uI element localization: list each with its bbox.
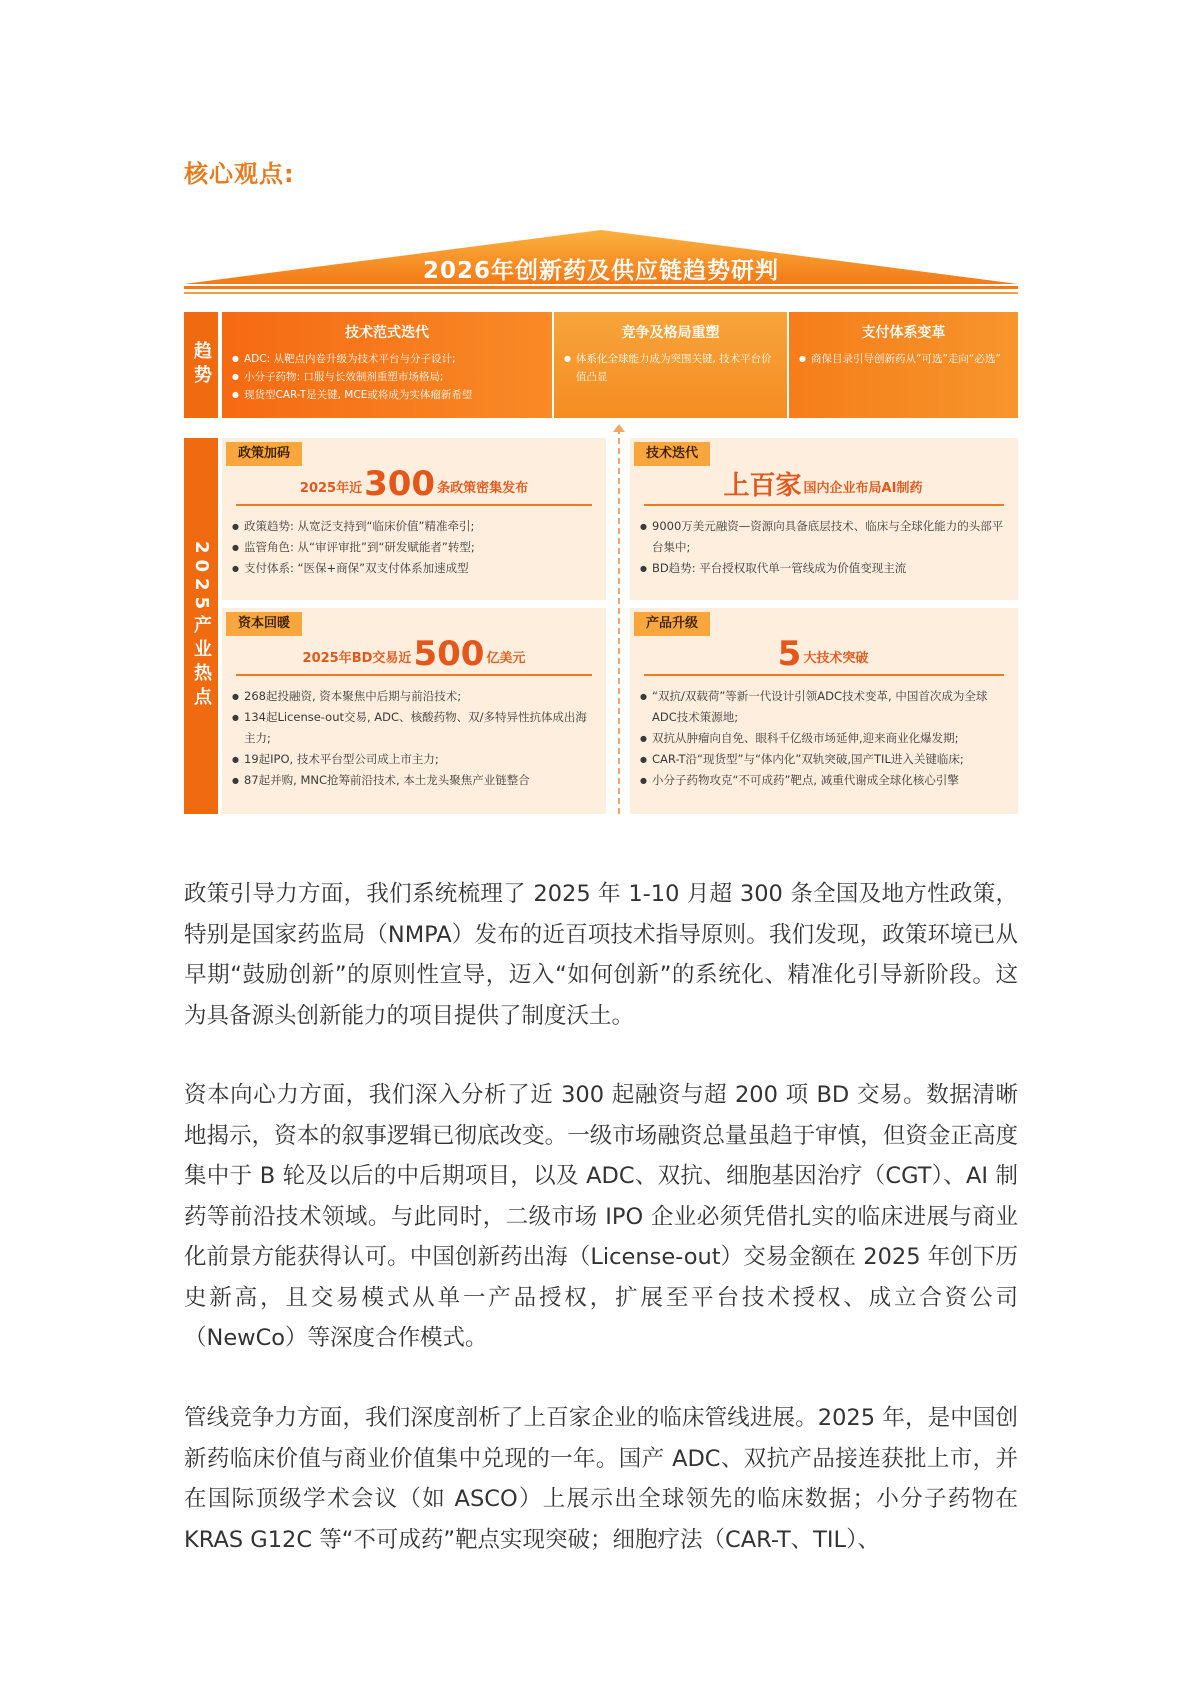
core-heading: 核心观点: [184,160,295,188]
panel-item: ● 监管角色: 从“审评审批”到“研发赋能者”转型; [244,537,598,558]
headline-suffix: 条政策密集发布 [437,481,529,496]
trend-row [184,312,1018,418]
trend-item: ● 现货型CAR-T是关键, MCE或将成为实体瘤新希望 [244,386,542,404]
panel-tag: 技术迭代 [634,442,710,466]
panel-policy [222,438,606,600]
panel-item: ● 支付体系: “医保+商保”双支付体系加速成型 [244,558,598,579]
trend-column-competition [554,312,787,418]
panel-item: ● 小分子药物攻克“不可成药”靶点, 减重代谢成全球化核心引擎 [652,770,1010,791]
panel-item: ● 87起并购, MNC抢筹前沿技术, 本土龙头聚焦产业链整合 [244,770,598,791]
panel-tag: 产品升级 [634,612,710,636]
panel-headline [236,636,592,676]
trend-label: 趋势 [184,312,218,418]
panel-product-upgrade [630,608,1018,814]
trend-column-payment [789,312,1018,418]
headline-number: 500 [413,634,485,674]
panel-item: ● 134起License-out交易, ADC、核酸药物、双/多特异性抗体成出海主力; [244,707,598,749]
panel-item: ● “双抗/双载荷”等新一代设计引领ADC技术变革, 中国首次成为全球ADC技术策源地; [652,686,1010,728]
panel-headline [644,636,1004,676]
panel-tech-iteration [630,438,1018,600]
headline-number: 300 [364,464,436,504]
headline-prefix: 2025年近 [299,481,363,496]
panel-item: ● BD趋势: 平台授权取代单一管线成为价值变现主流 [652,558,1010,579]
arrow-up-icon [613,424,625,432]
headline-suffix: 亿美元 [486,651,526,666]
infographic-title: 2026年创新药及供应链趋势研判 [422,258,779,284]
panel-capital [222,608,606,814]
headline-prefix: 2025年BD交易近 [302,651,412,666]
trend-infographic [184,228,1018,814]
panel-item: ● 9000万美元融资—资源向具备底层技术、临床与全球化能力的头部平台集中; [652,516,1010,558]
headline-suffix: 国内企业布局AI制药 [803,481,923,496]
hot-topics-label: 2025产业热点 [184,438,218,814]
trend-column-tech-paradigm [222,312,552,418]
trend-item: ● ADC: 从靶点内卷升级为技术平台与分子设计; [244,350,542,368]
paragraph-pipeline: 管线竞争力方面，我们深度剖析了上百家企业的临床管线进展。2025 年，是中国创新药临床价值与商业价值集中兑现的一年。国产 ADC、双抗产品接连获批上市，并在国际顶级学术会议（如 ASCO）上展示出全球领先的临床数据；小分子药物在 KRAS G12C 等“不可成药”靶点实现突破；细胞疗法（CAR-T、TIL）、 [184,1405,1018,1553]
panel-item: ● CAR-T沿“现货型”与“体内化”双轨突破,国产TIL进入关键临床; [652,749,1010,770]
panel-item: ● 268起投融资, 资本聚焦中后期与前沿技术; [244,686,598,707]
paragraph-capital: 资本向心力方面，我们深入分析了近 300 起融资与超 200 项 BD 交易。数据清晰地揭示，资本的叙事逻辑已彻底改变。一级市场融资总量虽趋于审慎，但资金正高度集中于 B 轮及以后的中后期项目，以及 ADC、双抗、细胞基因治疗（CGT）、AI 制药等前沿技术领域。与此同时，二级市场 IPO 企业必须凭借扎实的临床进展与商业化前景方能获得认可。中国创新药出海（License-out）交易金额在 2025 年创下历史新高，且交易模式从单一产品授权，扩展至平台技术授权、成立合资公司（NewCo）等深度合作模式。 [184,1082,1018,1351]
trend-column-title: 支付体系变革 [861,325,946,341]
panel-tag: 资本回暖 [226,612,302,636]
panel-tag: 政策加码 [226,442,302,466]
paragraph-policy: 政策引导力方面，我们系统梳理了 2025 年 1-10 月超 300 条全国及地方性政策，特别是国家药监局（NMPA）发布的近百项技术指导原则。我们发现，政策环境已从早期“鼓励创新”的原则性宣导，迈入“如何创新”的系统化、精准化引导新阶段。这为具备源头创新能力的项目提供了制度沃土。 [184,881,1018,1029]
headline-number: 5 [777,634,802,674]
trend-column-title: 技术范式迭代 [345,325,429,341]
panel-item: ● 政策趋势: 从宽泛支持到“临床价值”精准牵引; [244,516,598,537]
panel-headline [644,466,1004,506]
trend-item: ● 体系化全球能力成为突围关键, 技术平台价值凸显 [576,350,777,386]
trend-item: ● 商保目录引导创新药从“可选”走向“必选” [811,350,1008,368]
headline-suffix: 大技术突破 [803,651,869,666]
trend-item: ● 小分子药物: 口服与长效制剂重塑市场格局; [244,368,542,386]
headline-number: 上百家 [723,471,802,501]
panel-item: ● 19起IPO, 技术平台型公司成上市主力; [244,749,598,770]
panel-item: ● 双抗从肿瘤向自免、眼科千亿级市场延伸,迎来商业化爆发期; [652,728,1010,749]
panel-headline [236,466,592,506]
trend-column-title: 竞争及格局重塑 [621,325,720,341]
dashed-divider [618,428,620,814]
